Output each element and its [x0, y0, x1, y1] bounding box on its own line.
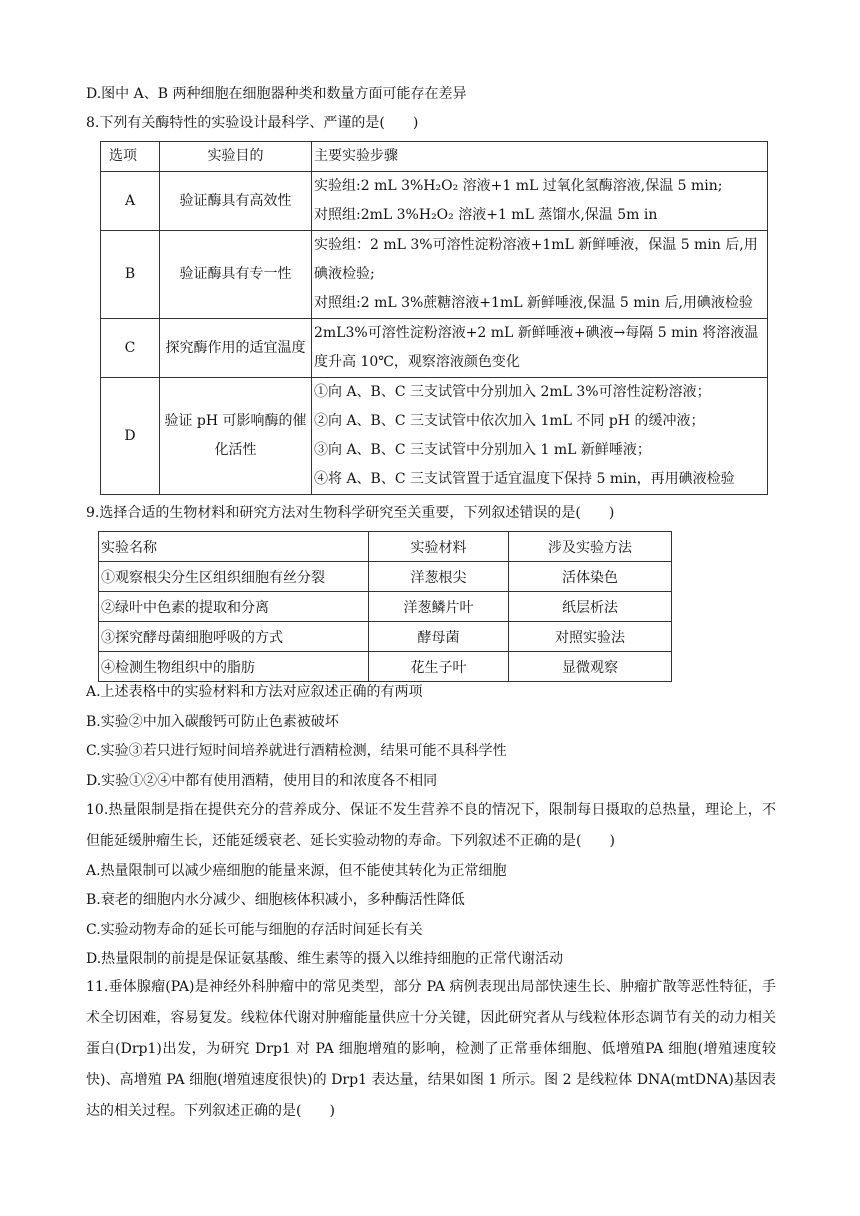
row-steps — [312, 172, 768, 231]
q9-option-a: A.上述表格中的实验材料和方法对应叙述正确的有两项 — [86, 684, 423, 700]
q9-stem: 9.选择合适的生物材料和研究方法对生物科学研究至关重要，下列叙述错误的是( ) — [86, 505, 615, 521]
row-purpose: 验证酶具有专一性 — [160, 231, 312, 319]
row-purpose: 验证 pH 可影响酶的催化活性 — [160, 378, 312, 495]
step-line: 对照组:2mL 3%H₂O₂ 溶液+1 mL 蒸馏水,保温 5m in — [314, 207, 658, 223]
q11-stem: 11.垂体腺瘤(PA)是神经外科肿瘤中的常见类型，部分 PA 病例表现出局部快速生长、肿瘤扩散等恶性特征，手术全切困难，容易复发。线粒体代谢对肿瘤能量供应十分关键，因此研究者从与线粒体形态调节有关的动力相关蛋白(Drp1)出发，为研究 Drp1 对 PA 细胞增殖的影响，检测了正常垂体细胞、低增殖PA 细胞(增殖速度较快)、高增殖 PA 细胞(增殖速度很快)的 Drp1 表达量，结果如图 1 所示。图 2 是线粒体 DNA(mtDNA)基因表达的相关过程。下列叙述正确的是( ) — [86, 979, 776, 1119]
step-line: 实验组：2 mL 3%可溶性淀粉溶液+1mL 新鲜唾液，保温 5 min 后,用碘液检验; — [314, 237, 758, 282]
step-line: 对照组:2 mL 3%蔗糖溶液+1mL 新鲜唾液,保温 5 min 后,用碘液检验 — [314, 295, 753, 311]
row-option: C — [101, 319, 160, 378]
row-option: D — [101, 378, 160, 495]
table-row — [101, 231, 768, 319]
q8-stem: 8.下列有关酶特性的实验设计最科学、严谨的是( ) — [86, 115, 419, 131]
header-steps: 主要实验步骤 — [312, 142, 768, 172]
cell-method: 显微观察 — [509, 652, 672, 682]
row-option: B — [101, 231, 160, 319]
q9-table — [98, 531, 672, 682]
cell-method: 对照实验法 — [509, 622, 672, 652]
row-purpose: 探究酶作用的适宜温度 — [160, 319, 312, 378]
cell-name: ①观察根尖分生区组织细胞有丝分裂 — [99, 562, 369, 592]
table-row — [101, 319, 768, 378]
q10-option-b: B.衰老的细胞内水分减少、细胞核体积减小，多种酶活性降低 — [86, 892, 465, 908]
table-header-row — [99, 532, 672, 562]
header-name: 实验名称 — [99, 532, 369, 562]
cell-name: ②绿叶中色素的提取和分离 — [99, 592, 369, 622]
header-option: 选项 — [101, 142, 160, 172]
row-steps — [312, 319, 768, 378]
table-row — [101, 172, 768, 231]
q10-option-d: D.热量限制的前提是保证氨基酸、维生素等的摄入以维持细胞的正常代谢活动 — [86, 951, 564, 967]
row-purpose: 验证酶具有高效性 — [160, 172, 312, 231]
q10-option-a: A.热量限制可以减少癌细胞的能量来源，但不能使其转化为正常细胞 — [86, 863, 507, 879]
header-purpose: 实验目的 — [160, 142, 312, 172]
q9-option-b: B.实验②中加入碳酸钙可防止色素被破坏 — [86, 714, 339, 730]
table-header-row — [101, 142, 768, 172]
table-row — [99, 652, 672, 682]
q8-table — [100, 141, 768, 495]
q9-option-d: D.实验①②④中都有使用酒精，使用目的和浓度各不相同 — [86, 773, 438, 789]
q10-option-c: C.实验动物寿命的延长可能与细胞的存活时间延长有关 — [86, 922, 423, 938]
step-line: 实验组:2 mL 3%H₂O₂ 溶液+1 mL 过氧化氢酶溶液,保温 5 min; — [314, 178, 723, 194]
q9-option-c: C.实验③若只进行短时间培养就进行酒精检测，结果可能不具科学性 — [86, 743, 507, 759]
cell-method: 纸层析法 — [509, 592, 672, 622]
q10-stem: 10.热量限制是指在提供充分的营养成分、保证不发生营养不良的情况下，限制每日摄取的总热量，理论上，不但能延缓肿瘤生长，还能延缓衰老、延长实验动物的寿命。下列叙述不正确的是( ) — [86, 802, 776, 849]
cell-material: 洋葱根尖 — [369, 562, 509, 592]
cell-material: 洋葱鳞片叶 — [369, 592, 509, 622]
cell-material: 花生子叶 — [369, 652, 509, 682]
table-row — [99, 622, 672, 652]
table-row — [101, 378, 768, 495]
header-method: 涉及实验方法 — [509, 532, 672, 562]
step-line: 2mL3%可溶性淀粉溶液+2 mL 新鲜唾液+碘液→每隔 5 min 将溶液温度升高 10℃，观察溶液颜色变化 — [314, 325, 759, 370]
cell-name: ④检测生物组织中的脂肪 — [99, 652, 369, 682]
table-row — [99, 592, 672, 622]
table-row — [99, 562, 672, 592]
cell-name: ③探究酵母菌细胞呼吸的方式 — [99, 622, 369, 652]
row-option: A — [101, 172, 160, 231]
q7-option-d: D.图中 A、B 两种细胞在细胞器种类和数量方面可能存在差异 — [86, 86, 467, 102]
header-material: 实验材料 — [369, 532, 509, 562]
step-line: ③向 A、B、C 三支试管中分别加入 1 mL 新鲜唾液； — [314, 442, 651, 458]
row-steps — [312, 231, 768, 319]
step-line: ②向 A、B、C 三支试管中依次加入 1mL 不同 pH 的缓冲液； — [314, 413, 705, 429]
step-line: ①向 A、B、C 三支试管中分别加入 2mL 3%可溶性淀粉溶液； — [314, 384, 711, 400]
cell-material: 酵母菌 — [369, 622, 509, 652]
step-line: ④将 A、B、C 三支试管置于适宜温度下保持 5 min，再用碘液检验 — [314, 471, 735, 487]
row-steps — [312, 378, 768, 495]
cell-method: 活体染色 — [509, 562, 672, 592]
